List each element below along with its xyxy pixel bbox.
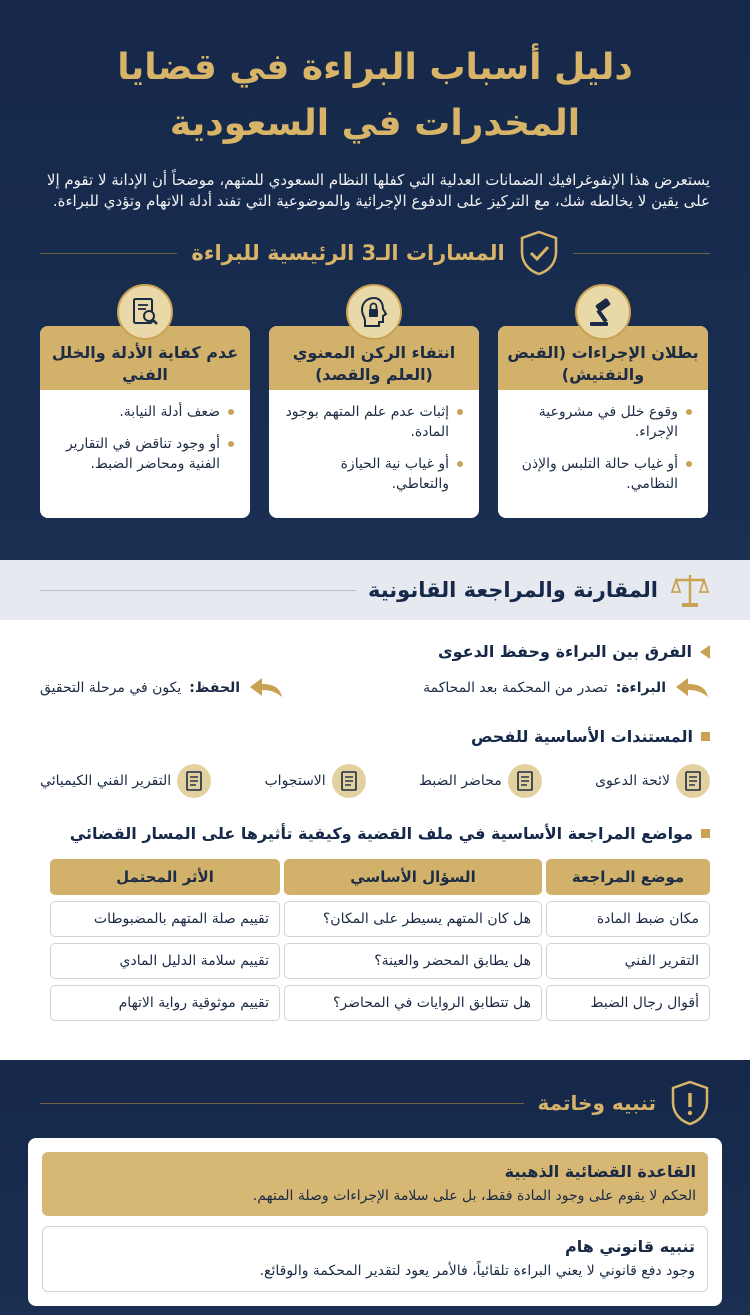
divider xyxy=(573,253,710,254)
divider xyxy=(40,590,356,591)
list-item: أو غياب نية الحيازة والتعاطي. xyxy=(279,454,465,494)
list-item: ضعف أدلة النيابة. xyxy=(50,402,236,422)
list-item: وقوع خلل في مشروعية الإجراء. xyxy=(508,402,694,442)
doc-item: الاستجواب xyxy=(265,764,366,798)
diff-row xyxy=(40,675,710,701)
dismissal-item: الحفظ: يكون في مرحلة التحقيق xyxy=(40,675,284,701)
table-header: موضع المراجعة xyxy=(546,859,710,895)
footer-heading: تنبيه وخاتمة xyxy=(0,1080,750,1126)
divider xyxy=(40,1103,524,1104)
table-cell: تقييم صلة المتهم بالمضبوطات xyxy=(50,901,280,937)
table-row xyxy=(50,901,710,937)
paths-cards xyxy=(0,284,750,518)
table-row xyxy=(50,943,710,979)
paths-heading: المسارات الـ3 الرئيسية للبراءة xyxy=(0,230,750,276)
doc-item: التقرير الفني الكيميائي xyxy=(40,764,211,798)
table-cell: هل كان المتهم يسيطر على المكان؟ xyxy=(284,901,542,937)
table-header: السؤال الأساسي xyxy=(284,859,542,895)
square-bullet-icon xyxy=(701,829,710,838)
curved-arrow-icon xyxy=(248,675,284,701)
shield-check-icon xyxy=(519,230,559,276)
table-header-row xyxy=(50,859,710,895)
table-cell: تقييم سلامة الدليل المادي xyxy=(50,943,280,979)
square-bullet-icon xyxy=(701,732,710,741)
docs-list xyxy=(40,764,710,798)
card-points xyxy=(498,390,708,518)
document-icon xyxy=(177,764,211,798)
table-cell: أقوال رجال الضبط xyxy=(546,985,710,1021)
shield-alert-icon xyxy=(670,1080,710,1126)
table-header: الأثر المحتمل xyxy=(50,859,280,895)
doc-item: محاضر الضبط xyxy=(419,764,542,798)
head-lock-icon xyxy=(346,284,402,340)
curved-arrow-icon xyxy=(674,675,710,701)
golden-rule-box: القاعدة القضائية الذهبية الحكم لا يقوم على وجود المادة فقط، بل على سلامة الإجراءات وصلة المتهم. xyxy=(42,1152,708,1216)
diff-title: الفرق بين البراءة وحفظ الدعوى xyxy=(40,642,710,661)
card-title: عدم كفاية الأدلة والخلل الفني xyxy=(40,326,250,390)
triangle-bullet-icon xyxy=(700,645,710,659)
docs-title: المستندات الأساسية للفحص xyxy=(40,727,710,746)
document-icon xyxy=(332,764,366,798)
card-title: انتفاء الركن المعنوي (العلم والقصد) xyxy=(269,326,479,390)
card-points xyxy=(40,390,250,518)
footer-section xyxy=(0,1060,750,1315)
review-table xyxy=(46,853,714,1027)
path-card-intent xyxy=(269,284,479,518)
comparison-section xyxy=(0,560,750,1060)
document-icon xyxy=(508,764,542,798)
intro-text: يستعرض هذا الإنفوغرافيك الضمانات العدلية التي كفلها النظام السعودي للمتهم، موضحاً أن الإدانة لا تقوم إلا على يقين لا يخالطه شك، مع التركيز على الدفوع الإجرائية والموضوعية التي تفند أدلة الاتهام وتؤدي للبراءة. xyxy=(46,171,710,210)
table-title: مواضع المراجعة الأساسية في ملف القضية وكيفية تأثيرها على المسار القضائي xyxy=(40,824,710,843)
divider xyxy=(40,253,177,254)
card-title: بطلان الإجراءات (القبض والتفتيش) xyxy=(498,326,708,390)
list-item: إثبات عدم علم المتهم بوجود المادة. xyxy=(279,402,465,442)
list-item: أو وجود تناقض في التقارير الفنية ومحاضر الضبط. xyxy=(50,434,236,474)
comparison-heading: المقارنة والمراجعة القانونية xyxy=(0,560,750,620)
list-item: أو غياب حالة التلبس والإذن النظامي. xyxy=(508,454,694,494)
document-search-icon xyxy=(117,284,173,340)
path-card-evidence xyxy=(40,284,250,518)
table-cell: هل يطابق المحضر والعينة؟ xyxy=(284,943,542,979)
conclusion-panel xyxy=(28,1138,722,1306)
path-card-procedures xyxy=(498,284,708,518)
document-icon xyxy=(676,764,710,798)
card-points xyxy=(269,390,479,518)
table-cell: تقييم موثوقية رواية الاتهام xyxy=(50,985,280,1021)
acquittal-item: البراءة: تصدر من المحكمة بعد المحاكمة xyxy=(423,675,710,701)
table-cell: التقرير الفني xyxy=(546,943,710,979)
doc-item: لائحة الدعوى xyxy=(595,764,710,798)
page-title: دليل أسباب البراءة في قضايا المخدرات في السعودية xyxy=(117,47,633,144)
table-row xyxy=(50,985,710,1021)
scales-icon xyxy=(670,570,710,610)
table-cell: هل تتطابق الروايات في المحاضر؟ xyxy=(284,985,542,1021)
legal-notice-box: تنبيه قانوني هام وجود دفع قانوني لا يعني البراءة تلقائياً، فالأمر يعود لتقدير المحكمة والوقائع. xyxy=(42,1226,708,1292)
gavel-icon xyxy=(575,284,631,340)
table-cell: مكان ضبط المادة xyxy=(546,901,710,937)
hero-section xyxy=(0,0,750,560)
